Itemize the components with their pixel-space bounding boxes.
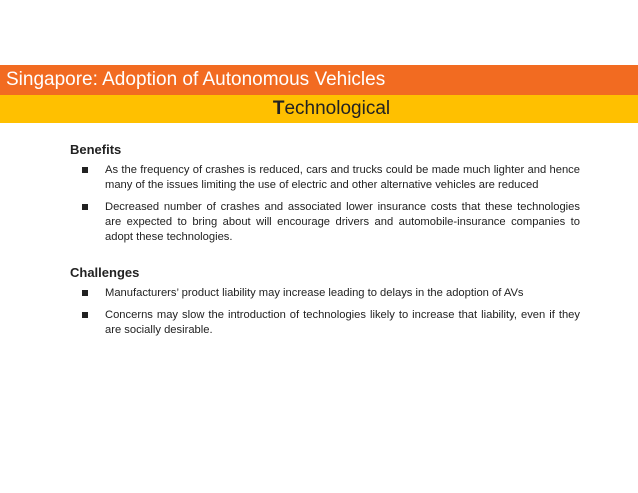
slide-content xyxy=(70,142,580,345)
slide-subtitle-bar xyxy=(0,95,638,123)
subtitle-rest: echnological xyxy=(284,98,391,119)
square-bullet-icon xyxy=(82,204,88,210)
list-item xyxy=(70,200,580,245)
square-bullet-icon xyxy=(82,167,88,173)
challenges-list xyxy=(70,286,580,338)
list-item-text: Manufacturers’ product liability may increase leading to delays in the adoption of AVs xyxy=(105,287,524,299)
list-item-text: Decreased number of crashes and associated lower insurance costs that these technologies are expected to bring about will encourage drivers and automobile-insurance companies to adopt these technologies. xyxy=(105,201,580,243)
list-item-text: Concerns may slow the introduction of technologies likely to increase that liability, even if they are socially desirable. xyxy=(105,309,580,336)
list-item-text: As the frequency of crashes is reduced, cars and trucks could be made much lighter and hence many of the issues limiting the use of electric and other alternative vehicles are reduced xyxy=(105,164,580,191)
list-item xyxy=(70,308,580,338)
square-bullet-icon xyxy=(82,312,88,318)
benefits-list xyxy=(70,163,580,245)
benefits-heading: Benefits xyxy=(70,142,122,157)
slide-subtitle xyxy=(273,98,390,119)
square-bullet-icon xyxy=(82,290,88,296)
subtitle-initial: T xyxy=(272,98,285,119)
list-item xyxy=(70,163,580,193)
slide-title-bar xyxy=(0,65,638,95)
challenges-heading: Challenges xyxy=(70,265,140,280)
slide-title: Singapore: Adoption of Autonomous Vehicles xyxy=(6,69,386,90)
list-item xyxy=(70,286,580,301)
